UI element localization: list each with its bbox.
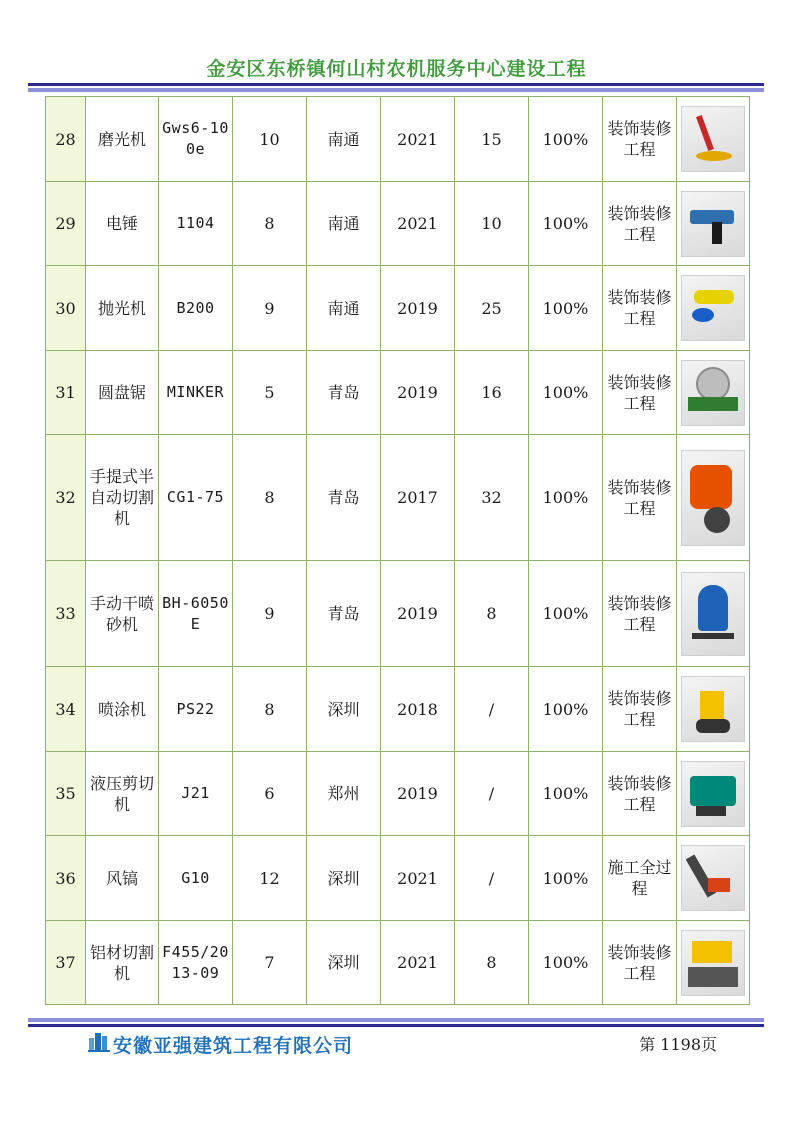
rated-power: 25 — [455, 266, 529, 351]
equipment-name: 抛光机 — [86, 266, 159, 351]
manufacture-year: 2021 — [381, 921, 455, 1005]
equipment-photo-cell — [677, 921, 750, 1005]
manufacture-year: 2019 — [381, 752, 455, 836]
origin-place: 郑州 — [307, 752, 381, 836]
quantity: 12 — [233, 836, 307, 921]
table-row — [46, 667, 750, 752]
quantity: 8 — [233, 667, 307, 752]
equipment-photo-cell — [677, 667, 750, 752]
usage-stage: 装饰装修工程 — [603, 351, 677, 435]
quantity: 8 — [233, 435, 307, 561]
sandblaster-icon — [681, 572, 745, 656]
power-trowel-icon — [681, 106, 745, 172]
table-row — [46, 752, 750, 836]
manufacture-year: 2019 — [381, 351, 455, 435]
manufacture-year: 2018 — [381, 667, 455, 752]
row-number: 37 — [46, 921, 86, 1005]
equipment-name: 喷涂机 — [86, 667, 159, 752]
row-number: 36 — [46, 836, 86, 921]
company-building-logo-icon — [88, 1030, 110, 1052]
header-rule-thin — [28, 83, 764, 86]
origin-place: 南通 — [307, 97, 381, 182]
electric-hammer-icon — [681, 191, 745, 257]
condition-rate: 100% — [529, 667, 603, 752]
usage-stage: 施工全过程 — [603, 836, 677, 921]
usage-stage: 装饰装修工程 — [603, 921, 677, 1005]
equipment-name: 风镐 — [86, 836, 159, 921]
usage-stage: 装饰装修工程 — [603, 97, 677, 182]
rated-power: 8 — [455, 921, 529, 1005]
rated-power: 32 — [455, 435, 529, 561]
circular-saw-icon — [681, 360, 745, 426]
condition-rate: 100% — [529, 182, 603, 266]
table-row — [46, 435, 750, 561]
origin-place: 深圳 — [307, 667, 381, 752]
equipment-table — [45, 96, 750, 1005]
equipment-photo-cell — [677, 182, 750, 266]
usage-stage: 装饰装修工程 — [603, 182, 677, 266]
quantity: 10 — [233, 97, 307, 182]
equipment-photo-cell — [677, 561, 750, 667]
rated-power: / — [455, 752, 529, 836]
rated-power: / — [455, 836, 529, 921]
equipment-name: 电锤 — [86, 182, 159, 266]
equipment-photo-cell — [677, 752, 750, 836]
origin-place: 南通 — [307, 182, 381, 266]
equipment-photo-cell — [677, 836, 750, 921]
quantity: 9 — [233, 561, 307, 667]
origin-place: 青岛 — [307, 435, 381, 561]
rated-power: / — [455, 667, 529, 752]
equipment-name: 液压剪切机 — [86, 752, 159, 836]
quantity: 5 — [233, 351, 307, 435]
equipment-name: 手提式半自动切割机 — [86, 435, 159, 561]
rated-power: 10 — [455, 182, 529, 266]
usage-stage: 装饰装修工程 — [603, 266, 677, 351]
condition-rate: 100% — [529, 561, 603, 667]
condition-rate: 100% — [529, 435, 603, 561]
equipment-name: 圆盘锯 — [86, 351, 159, 435]
equipment-name: 铝材切割机 — [86, 921, 159, 1005]
condition-rate: 100% — [529, 921, 603, 1005]
header-rule-thick — [28, 88, 764, 92]
row-number: 35 — [46, 752, 86, 836]
table-row — [46, 97, 750, 182]
model-number: 1104 — [159, 182, 233, 266]
manufacture-year: 2019 — [381, 561, 455, 667]
spray-machine-icon — [681, 676, 745, 742]
footer-rule-thick — [28, 1018, 764, 1022]
quantity: 8 — [233, 182, 307, 266]
polisher-icon — [681, 275, 745, 341]
model-number: BH-6050E — [159, 561, 233, 667]
equipment-name: 磨光机 — [86, 97, 159, 182]
row-number: 31 — [46, 351, 86, 435]
rated-power: 8 — [455, 561, 529, 667]
usage-stage: 装饰装修工程 — [603, 667, 677, 752]
origin-place: 深圳 — [307, 921, 381, 1005]
usage-stage: 装饰装修工程 — [603, 561, 677, 667]
condition-rate: 100% — [529, 266, 603, 351]
manufacture-year: 2017 — [381, 435, 455, 561]
manufacture-year: 2021 — [381, 182, 455, 266]
condition-rate: 100% — [529, 351, 603, 435]
manufacture-year: 2021 — [381, 97, 455, 182]
aluminum-cutter-icon — [681, 930, 745, 996]
table-row — [46, 351, 750, 435]
model-number: G10 — [159, 836, 233, 921]
pneumatic-pick-icon — [681, 845, 745, 911]
equipment-photo-cell — [677, 266, 750, 351]
quantity: 7 — [233, 921, 307, 1005]
model-number: MINKER — [159, 351, 233, 435]
row-number: 30 — [46, 266, 86, 351]
equipment-photo-cell — [677, 351, 750, 435]
row-number: 28 — [46, 97, 86, 182]
usage-stage: 装饰装修工程 — [603, 752, 677, 836]
row-number: 33 — [46, 561, 86, 667]
table-row — [46, 836, 750, 921]
condition-rate: 100% — [529, 752, 603, 836]
table-row — [46, 921, 750, 1005]
footer-page-number: 第 1198页 — [639, 1035, 717, 1054]
model-number: CG1-75 — [159, 435, 233, 561]
table-row — [46, 561, 750, 667]
condition-rate: 100% — [529, 836, 603, 921]
model-number: PS22 — [159, 667, 233, 752]
rated-power: 15 — [455, 97, 529, 182]
origin-place: 青岛 — [307, 351, 381, 435]
model-number: F455/2013-09 — [159, 921, 233, 1005]
table-row — [46, 182, 750, 266]
origin-place: 南通 — [307, 266, 381, 351]
origin-place: 深圳 — [307, 836, 381, 921]
usage-stage: 装饰装修工程 — [603, 435, 677, 561]
hydraulic-shear-icon — [681, 761, 745, 827]
quantity: 6 — [233, 752, 307, 836]
manufacture-year: 2021 — [381, 836, 455, 921]
model-number: Gws6-100e — [159, 97, 233, 182]
footer-company-name: 安徽亚强建筑工程有限公司 — [113, 1035, 354, 1057]
manufacture-year: 2019 — [381, 266, 455, 351]
table-row — [46, 266, 750, 351]
footer-rule-thin — [28, 1024, 764, 1027]
rated-power: 16 — [455, 351, 529, 435]
origin-place: 青岛 — [307, 561, 381, 667]
equipment-name: 手动干喷砂机 — [86, 561, 159, 667]
model-number: J21 — [159, 752, 233, 836]
row-number: 29 — [46, 182, 86, 266]
row-number: 32 — [46, 435, 86, 561]
cutting-machine-icon — [681, 450, 745, 546]
condition-rate: 100% — [529, 97, 603, 182]
quantity: 9 — [233, 266, 307, 351]
page-header-title: 金安区东桥镇何山村农机服务中心建设工程 — [206, 58, 587, 80]
row-number: 34 — [46, 667, 86, 752]
equipment-photo-cell — [677, 97, 750, 182]
equipment-photo-cell — [677, 435, 750, 561]
model-number: B200 — [159, 266, 233, 351]
